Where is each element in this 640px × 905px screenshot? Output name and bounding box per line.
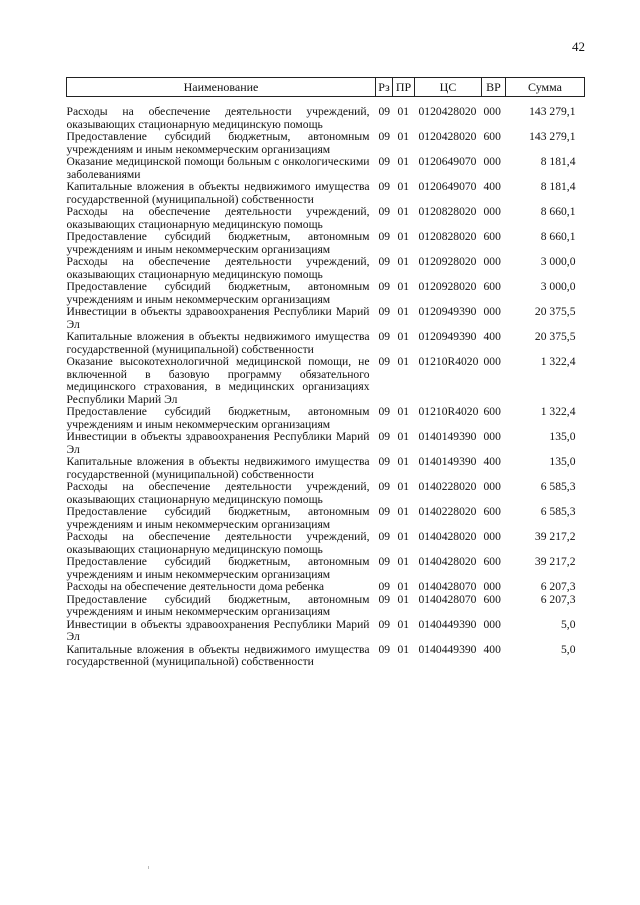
row-rz: 09 bbox=[378, 480, 391, 493]
row-cs: 0140449390 bbox=[418, 617, 477, 631]
row-pr: 01 bbox=[397, 405, 410, 418]
row-vr: 000 bbox=[483, 355, 501, 368]
table-row bbox=[67, 256, 585, 281]
header-pr: ПР bbox=[393, 78, 415, 97]
row-name: Предоставление субсидий бюджетным, автономным учреждениям и иным некоммерческим организациям bbox=[66, 230, 370, 256]
table-body bbox=[67, 97, 585, 669]
row-name: Предоставление субсидий бюджетным, автономным учреждениям и иным некоммерческим организациям bbox=[66, 555, 370, 581]
row-name: Капитальные вложения в объекты недвижимого имущества государственной (муниципальной) собственности bbox=[66, 642, 370, 668]
row-vr: 400 bbox=[483, 642, 501, 656]
row-vr: 000 bbox=[483, 530, 501, 543]
row-vr: 400 bbox=[483, 180, 501, 193]
row-vr: 400 bbox=[483, 330, 501, 343]
page-number: 42 bbox=[572, 39, 585, 54]
row-vr: 600 bbox=[483, 592, 501, 606]
row-rz: 09 bbox=[378, 180, 391, 193]
row-pr: 01 bbox=[397, 105, 410, 118]
table-row bbox=[67, 581, 585, 594]
row-sum: 5,0 bbox=[561, 642, 576, 656]
row-vr: 000 bbox=[483, 480, 501, 493]
row-sum: 3 000,0 bbox=[540, 280, 576, 293]
row-name: Капитальные вложения в объекты недвижимого имущества государственной (муниципальной) собственности bbox=[66, 180, 370, 206]
row-name: Расходы на обеспечение деятельности учреждений, оказывающих стационарную медицинскую помощь bbox=[66, 105, 370, 131]
row-sum: 39 217,2 bbox=[534, 530, 576, 543]
row-vr: 000 bbox=[483, 430, 501, 443]
row-vr: 000 bbox=[483, 580, 501, 593]
table-row bbox=[67, 531, 585, 556]
row-sum: 5,0 bbox=[561, 617, 576, 631]
row-name: Расходы на обеспечение деятельности учреждений, оказывающих стационарную медицинскую помощь bbox=[66, 480, 370, 506]
row-rz: 09 bbox=[378, 530, 391, 543]
row-vr: 400 bbox=[483, 455, 501, 468]
row-cs: 0120428020 bbox=[418, 105, 477, 118]
row-cs: 0120928020 bbox=[418, 280, 477, 293]
row-cs: 0140149390 bbox=[418, 430, 477, 443]
row-sum: 8 660,1 bbox=[540, 205, 576, 218]
row-name: Оказание медицинской помощи больным с онкологическими заболеваниями bbox=[66, 155, 370, 181]
row-rz: 09 bbox=[378, 330, 391, 343]
row-cs: 0120828020 bbox=[418, 230, 477, 243]
table-header-row bbox=[67, 78, 585, 97]
row-sum: 8 181,4 bbox=[540, 180, 576, 193]
row-pr: 01 bbox=[397, 617, 410, 631]
row-name: Инвестиции в объекты здравоохранения Республики Марий Эл bbox=[66, 305, 370, 331]
header-vr: ВР bbox=[482, 78, 506, 97]
row-name: Расходы на обеспечение деятельности учреждений, оказывающих стационарную медицинскую помощь bbox=[66, 205, 370, 231]
row-cs: 0140428070 bbox=[418, 592, 477, 606]
header-cs: ЦС bbox=[415, 78, 482, 97]
row-rz: 09 bbox=[378, 205, 391, 218]
table-row bbox=[67, 156, 585, 181]
row-vr: 000 bbox=[483, 155, 501, 168]
row-rz: 09 bbox=[378, 617, 391, 631]
row-sum: 143 279,1 bbox=[529, 130, 576, 143]
row-sum: 6 207,3 bbox=[540, 580, 576, 593]
row-vr: 000 bbox=[483, 105, 501, 118]
row-cs: 0140428020 bbox=[418, 530, 477, 543]
row-pr: 01 bbox=[397, 155, 410, 168]
row-sum: 8 660,1 bbox=[540, 230, 576, 243]
table-row bbox=[67, 506, 585, 531]
row-vr: 600 bbox=[483, 505, 501, 518]
row-pr: 01 bbox=[397, 530, 410, 543]
row-cs: 0120828020 bbox=[418, 205, 477, 218]
row-pr: 01 bbox=[397, 480, 410, 493]
row-rz: 09 bbox=[378, 580, 391, 593]
row-rz: 09 bbox=[378, 555, 391, 568]
header-sum: Сумма bbox=[506, 78, 585, 97]
row-vr: 000 bbox=[483, 255, 501, 268]
table-row bbox=[67, 231, 585, 256]
row-cs: 0140428070 bbox=[418, 580, 477, 593]
row-sum: 3 000,0 bbox=[540, 255, 576, 268]
table-row bbox=[67, 356, 585, 406]
row-rz: 09 bbox=[378, 592, 391, 606]
table-row bbox=[67, 406, 585, 431]
table-row bbox=[67, 594, 585, 619]
row-pr: 01 bbox=[397, 180, 410, 193]
row-rz: 09 bbox=[378, 130, 391, 143]
row-sum: 1 322,4 bbox=[540, 405, 576, 418]
row-pr: 01 bbox=[397, 205, 410, 218]
row-cs: 0120928020 bbox=[418, 255, 477, 268]
row-rz: 09 bbox=[378, 355, 391, 368]
row-vr: 000 bbox=[483, 617, 501, 631]
row-cs: 0120949390 bbox=[418, 305, 477, 318]
row-pr: 01 bbox=[397, 505, 410, 518]
row-sum: 6 207,3 bbox=[540, 592, 576, 606]
row-rz: 09 bbox=[378, 305, 391, 318]
row-cs: 0120949390 bbox=[418, 330, 477, 343]
row-cs: 01210R4020 bbox=[418, 405, 479, 418]
row-cs: 0140228020 bbox=[418, 505, 477, 518]
row-name: Предоставление субсидий бюджетным, автономным учреждениям и иным некоммерческим организациям bbox=[66, 280, 370, 306]
row-pr: 01 bbox=[397, 642, 410, 656]
row-sum: 6 585,3 bbox=[540, 505, 576, 518]
row-vr: 000 bbox=[483, 305, 501, 318]
table-row bbox=[67, 306, 585, 331]
row-rz: 09 bbox=[378, 105, 391, 118]
table-row bbox=[67, 431, 585, 456]
row-cs: 0140149390 bbox=[418, 455, 477, 468]
row-pr: 01 bbox=[397, 280, 410, 293]
row-name: Капитальные вложения в объекты недвижимого имущества государственной (муниципальной) собственности bbox=[66, 330, 370, 356]
row-vr: 600 bbox=[483, 555, 501, 568]
table-row bbox=[67, 181, 585, 206]
row-name: Инвестиции в объекты здравоохранения Республики Марий Эл bbox=[66, 430, 370, 456]
row-vr: 600 bbox=[483, 405, 501, 418]
row-name: Предоставление субсидий бюджетным, автономным учреждениям и иным некоммерческим организациям bbox=[66, 505, 370, 531]
row-cs: 0120649070 bbox=[418, 155, 477, 168]
table-row bbox=[67, 331, 585, 356]
header-rz: Рз bbox=[376, 78, 393, 97]
row-sum: 8 181,4 bbox=[540, 155, 576, 168]
row-sum: 39 217,2 bbox=[534, 555, 576, 568]
row-sum: 1 322,4 bbox=[540, 355, 576, 368]
row-pr: 01 bbox=[397, 330, 410, 343]
row-rz: 09 bbox=[378, 430, 391, 443]
row-rz: 09 bbox=[378, 280, 391, 293]
table-row bbox=[67, 481, 585, 506]
row-pr: 01 bbox=[397, 555, 410, 568]
row-vr: 600 bbox=[483, 230, 501, 243]
table-row bbox=[67, 206, 585, 231]
row-sum: 135,0 bbox=[549, 430, 576, 443]
row-name: Предоставление субсидий бюджетным, автономным учреждениям и иным некоммерческим организациям bbox=[66, 592, 370, 618]
row-pr: 01 bbox=[397, 230, 410, 243]
table-row bbox=[67, 556, 585, 581]
row-sum: 6 585,3 bbox=[540, 480, 576, 493]
row-pr: 01 bbox=[397, 305, 410, 318]
row-name: Инвестиции в объекты здравоохранения Республики Марий Эл bbox=[66, 617, 370, 643]
row-rz: 09 bbox=[378, 255, 391, 268]
row-vr: 600 bbox=[483, 130, 501, 143]
row-rz: 09 bbox=[378, 230, 391, 243]
row-name: Расходы на обеспечение деятельности учреждений, оказывающих стационарную медицинскую помощь bbox=[66, 255, 370, 281]
row-rz: 09 bbox=[378, 405, 391, 418]
table-row bbox=[67, 131, 585, 156]
row-name: Расходы на обеспечение деятельности учреждений, оказывающих стационарную медицинскую помощь bbox=[66, 530, 370, 556]
row-rz: 09 bbox=[378, 642, 391, 656]
table-row bbox=[67, 456, 585, 481]
row-vr: 000 bbox=[483, 205, 501, 218]
row-pr: 01 bbox=[397, 455, 410, 468]
row-cs: 0120428020 bbox=[418, 130, 477, 143]
row-name: Предоставление субсидий бюджетным, автономным учреждениям и иным некоммерческим организациям bbox=[66, 130, 370, 156]
row-rz: 09 bbox=[378, 455, 391, 468]
row-pr: 01 bbox=[397, 592, 410, 606]
row-pr: 01 bbox=[397, 255, 410, 268]
scan-artifact bbox=[148, 866, 149, 869]
row-pr: 01 bbox=[397, 355, 410, 368]
row-name: Предоставление субсидий бюджетным, автономным учреждениям и иным некоммерческим организациям bbox=[66, 405, 370, 431]
row-rz: 09 bbox=[378, 155, 391, 168]
row-name: Расходы на обеспечение деятельности дома ребенка bbox=[66, 580, 325, 593]
row-cs: 0120649070 bbox=[418, 180, 477, 193]
table-row bbox=[67, 97, 585, 132]
row-name: Капитальные вложения в объекты недвижимого имущества государственной (муниципальной) собственности bbox=[66, 455, 370, 481]
table-row bbox=[67, 644, 585, 669]
row-name: Оказание высокотехнологичной медицинской помощи, не включенной в базовую программу обязательного медицинского страхования, в медицинских организациях Республики Марий Эл bbox=[66, 355, 370, 406]
row-pr: 01 bbox=[397, 580, 410, 593]
row-sum: 135,0 bbox=[549, 455, 576, 468]
row-pr: 01 bbox=[397, 430, 410, 443]
budget-table bbox=[66, 77, 585, 669]
row-sum: 20 375,5 bbox=[534, 305, 576, 318]
row-sum: 20 375,5 bbox=[534, 330, 576, 343]
table-row bbox=[67, 619, 585, 644]
row-cs: 0140428020 bbox=[418, 555, 477, 568]
row-vr: 600 bbox=[483, 280, 501, 293]
row-sum: 143 279,1 bbox=[529, 105, 576, 118]
row-pr: 01 bbox=[397, 130, 410, 143]
row-cs: 0140228020 bbox=[418, 480, 477, 493]
table-row bbox=[67, 281, 585, 306]
row-rz: 09 bbox=[378, 505, 391, 518]
row-cs: 01210R4020 bbox=[418, 355, 479, 368]
row-cs: 0140449390 bbox=[418, 642, 477, 656]
header-name: Наименование bbox=[67, 78, 376, 97]
